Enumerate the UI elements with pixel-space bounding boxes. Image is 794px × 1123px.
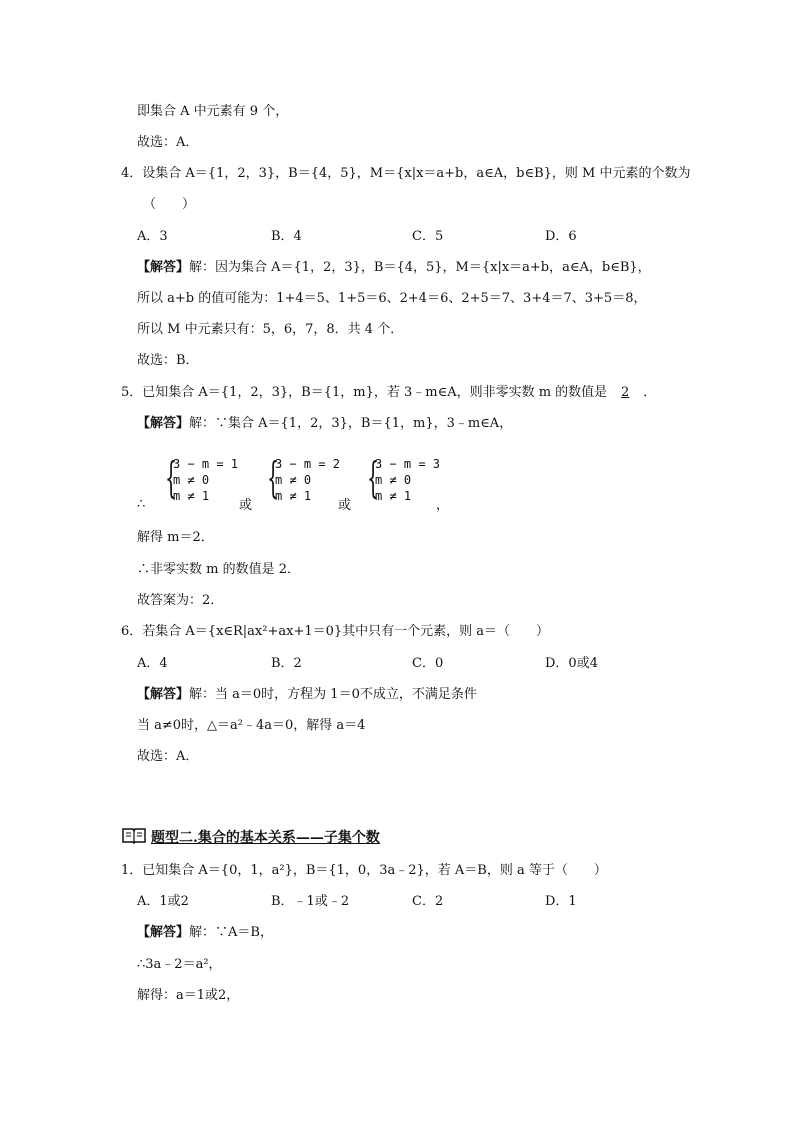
s1-answer-line-3: 解得：a＝1或2， [137,988,240,1003]
q4-stem: 4．设集合 A＝{1，2，3}，B＝{4，5}，M＝{x|x＝a+b，a∈A，b∈B}，则 M 中元素的个数为 [121,166,691,181]
or-1: 或 [239,498,253,513]
system-row: 3 − m = 3 [375,457,441,471]
s1-answer [137,924,273,942]
equation-system-3 [367,453,441,504]
book-icon [121,826,147,850]
s1-option-c: C．2 [412,894,444,909]
q4-answer-line-3: 所以 M 中元素只有：5，6，7，8．共 4 个． [137,322,404,337]
q5-stem-text: 5．已知集合 A＝{1，2，3}，B＝{1，m}，若 3﹣m∈A，则非零实数 m 的数值是 [121,385,608,400]
q6-option-c: C．0 [412,656,444,671]
q4-option-c: C．5 [412,229,444,244]
q6-stem: 6．若集合 A＝{x∈R|ax²+ax+1＝0}其中只有一个元素，则 a＝（ ） [121,624,550,639]
q4-option-d: D．6 [545,229,577,244]
q5-answer-line-3: ∴非零实数 m 的数值是 2． [137,562,300,577]
s1-option-b: B．﹣1或﹣2 [271,894,350,909]
q5-answer [137,415,512,433]
q6-answer-text: 解：当 a＝0时，方程为 1＝0不成立，不满足条件 [189,687,477,702]
equation-system-2 [267,453,341,504]
s1-option-d: D．1 [545,894,577,909]
q6-option-a: A．4 [137,656,168,671]
q5-answer-text: 解：∵集合 A＝{1，2，3}，B＝{1，m}，3﹣m∈A， [189,416,513,431]
q5-stem-end: ． [643,385,657,400]
system-row: 3 − m = 1 [173,457,239,471]
q4-answer-line-2: 所以 a+b 的值可能为：1+4＝5、1+5＝6、2+4＝6、2+5＝7、3+4＝7、3+5＝8， [137,291,647,306]
system-row: m ≠ 0 [375,473,412,487]
system-row: m ≠ 1 [173,489,210,503]
q4-paren: （ ） [143,197,196,212]
answer-tag: 【解答】 [137,687,190,702]
section-title [121,826,380,850]
q5-blank-answer: 2 [621,385,630,400]
line-elements-count: 即集合 A 中元素有 9 个， [137,104,289,119]
s1-option-a: A．1或2 [137,894,189,909]
brace-icon: { [267,453,280,502]
or-2: 或 [338,498,352,513]
q4-answer-text: 解：因为集合 A＝{1，2，3}，B＝{4，5}，M＝{x|x＝a+b，a∈A，b∈B}， [189,260,651,275]
line-choice-a: 故选：A． [137,135,199,150]
s1-answer-line-2: ∴3a﹣2＝a²， [137,957,222,972]
system-row: m ≠ 0 [173,473,210,487]
q4-answer [137,259,651,277]
section-title-text: 题型二.集合的基本关系——子集个数 [151,830,380,846]
q5-stem [121,384,656,402]
system-comma: ， [436,498,450,513]
q6-answer-line-2: 当 a≠0时，△＝a²﹣4a＝0，解得 a＝4 [137,718,366,733]
q6-option-d: D．0或4 [545,656,598,671]
q4-option-a: A．3 [137,229,168,244]
therefore-symbol: ∴ [137,497,146,512]
system-row: m ≠ 1 [275,489,312,503]
answer-tag: 【解答】 [137,416,190,431]
q4-option-b: B．4 [271,229,302,244]
answer-tag: 【解答】 [137,260,190,275]
q5-answer-line-2: 解得 m＝2． [137,530,214,545]
q4-answer-line-4: 故选：B． [137,353,199,368]
system-row: m ≠ 0 [275,473,312,487]
q6-answer-line-3: 故选：A． [137,749,199,764]
equation-system-1 [165,453,239,504]
s1-stem: 1．已知集合 A＝{0，1，a²}，B＝{1，0，3a﹣2}，若 A＝B，则 a 等于（ ） [121,863,607,878]
q6-option-b: B．2 [271,656,302,671]
system-row: m ≠ 1 [375,489,412,503]
brace-icon: { [165,453,178,502]
answer-tag: 【解答】 [137,925,190,940]
q5-answer-line-4: 故答案为：2． [137,593,224,608]
system-row: 3 − m = 2 [275,457,341,471]
s1-answer-text: 解：∵A＝B， [189,925,273,940]
q6-answer [137,686,477,704]
brace-icon: { [367,453,380,502]
